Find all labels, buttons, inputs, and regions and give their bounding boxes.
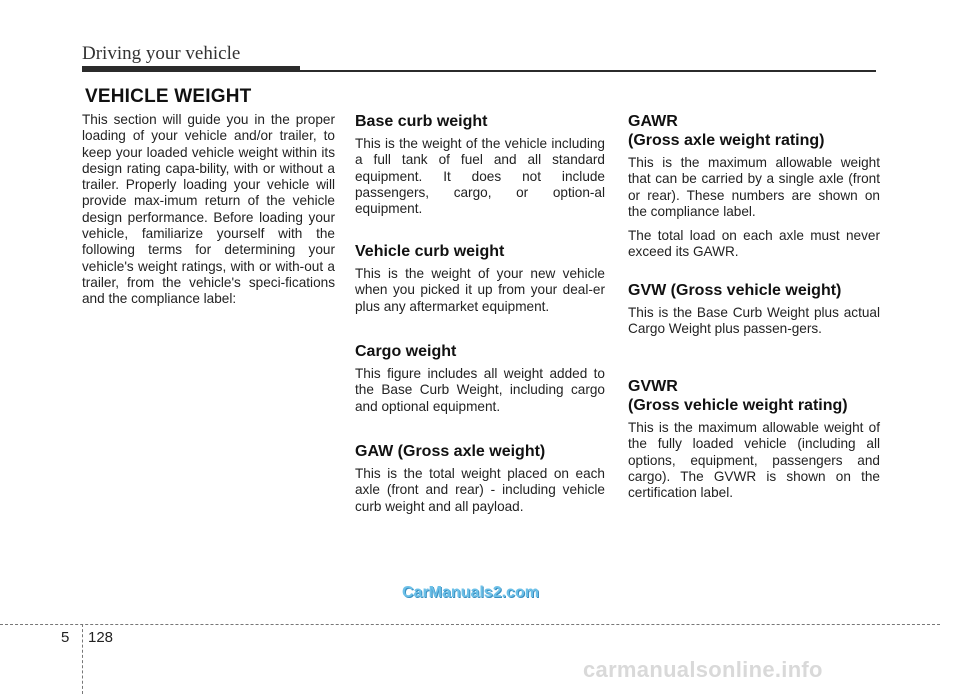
base-curb-weight-section [355, 112, 605, 217]
cargo-weight-section [355, 342, 605, 415]
gvw-section [628, 281, 880, 338]
intro-paragraph: This section will guide you in the proper loading of your vehicle and/or trailer, to keep your loaded vehicle weight within its design rating capa-bility, with or without a trailer. Properly loading your vehicle will provide max-imum return of the vehicle design performance. Before loading your vehicle, familiarize yourself with the following terms for determining your vehicle's weight ratings, with or with-out a trailer, from the vehicle's speci-fications and the compliance label: [82, 112, 335, 307]
header-rule-thick [82, 66, 300, 72]
gawr-heading-line2: (Gross axle weight rating) [628, 132, 825, 149]
gawr-text: This is the maximum allowable weight that can be carried by a single axle (front or rear). These numbers are shown on the compliance label. [628, 155, 880, 219]
gawr-heading-line1: GAWR [628, 113, 678, 130]
vehicle-curb-weight-section [355, 242, 605, 315]
gaw-text: This is the total weight placed on each axle (front and rear) - including vehicle curb weight and all payload. [355, 466, 605, 514]
base-curb-weight-heading: Base curb weight [355, 113, 488, 130]
cargo-weight-heading: Cargo weight [355, 343, 457, 360]
gawr-text-2: The total load on each axle must never exceed its GAWR. [628, 228, 880, 260]
base-curb-weight-text: This is the weight of the vehicle including a full tank of fuel and all standard equipment. It does not include passengers, cargo, or option-al equipment. [355, 136, 605, 217]
vehicle-curb-weight-heading: Vehicle curb weight [355, 243, 505, 260]
gvw-text: This is the Base Curb Weight plus actual Cargo Weight plus passen-gers. [628, 305, 880, 337]
gvwr-text: This is the maximum allowable weight of the fully loaded vehicle (including all options, equipment, passengers and cargo). The GVWR is shown on the certification label. [628, 420, 880, 501]
gawr-section [628, 112, 880, 261]
column-1 [82, 112, 335, 308]
gvwr-heading-line1: GVWR [628, 378, 678, 395]
footer-divider [82, 624, 83, 694]
cargo-weight-text: This figure includes all weight added to the Base Curb Weight, including cargo and optional equipment. [355, 366, 605, 414]
gvwr-section [628, 377, 880, 501]
gaw-heading: GAW (Gross axle weight) [355, 443, 546, 460]
section-title: VEHICLE WEIGHT [85, 86, 252, 107]
gvw-heading: GVW (Gross vehicle weight) [628, 282, 842, 299]
watermark-carmanualsonline[interactable]: carmanualsonline.info [583, 657, 823, 682]
page-number: 128 [88, 629, 114, 646]
vehicle-curb-weight-text: This is the weight of your new vehicle when you picked it up from your deal-er plus any aftermarket equipment. [355, 266, 605, 314]
header-rule-thin [300, 70, 876, 72]
running-header: Driving your vehicle [82, 43, 241, 64]
gaw-section [355, 442, 605, 515]
gvwr-heading-line2: (Gross vehicle weight rating) [628, 397, 848, 414]
watermark-carmanuals2[interactable]: CarManuals2.com [402, 584, 539, 601]
chapter-number: 5 [61, 629, 70, 646]
footer-rule [0, 624, 940, 625]
